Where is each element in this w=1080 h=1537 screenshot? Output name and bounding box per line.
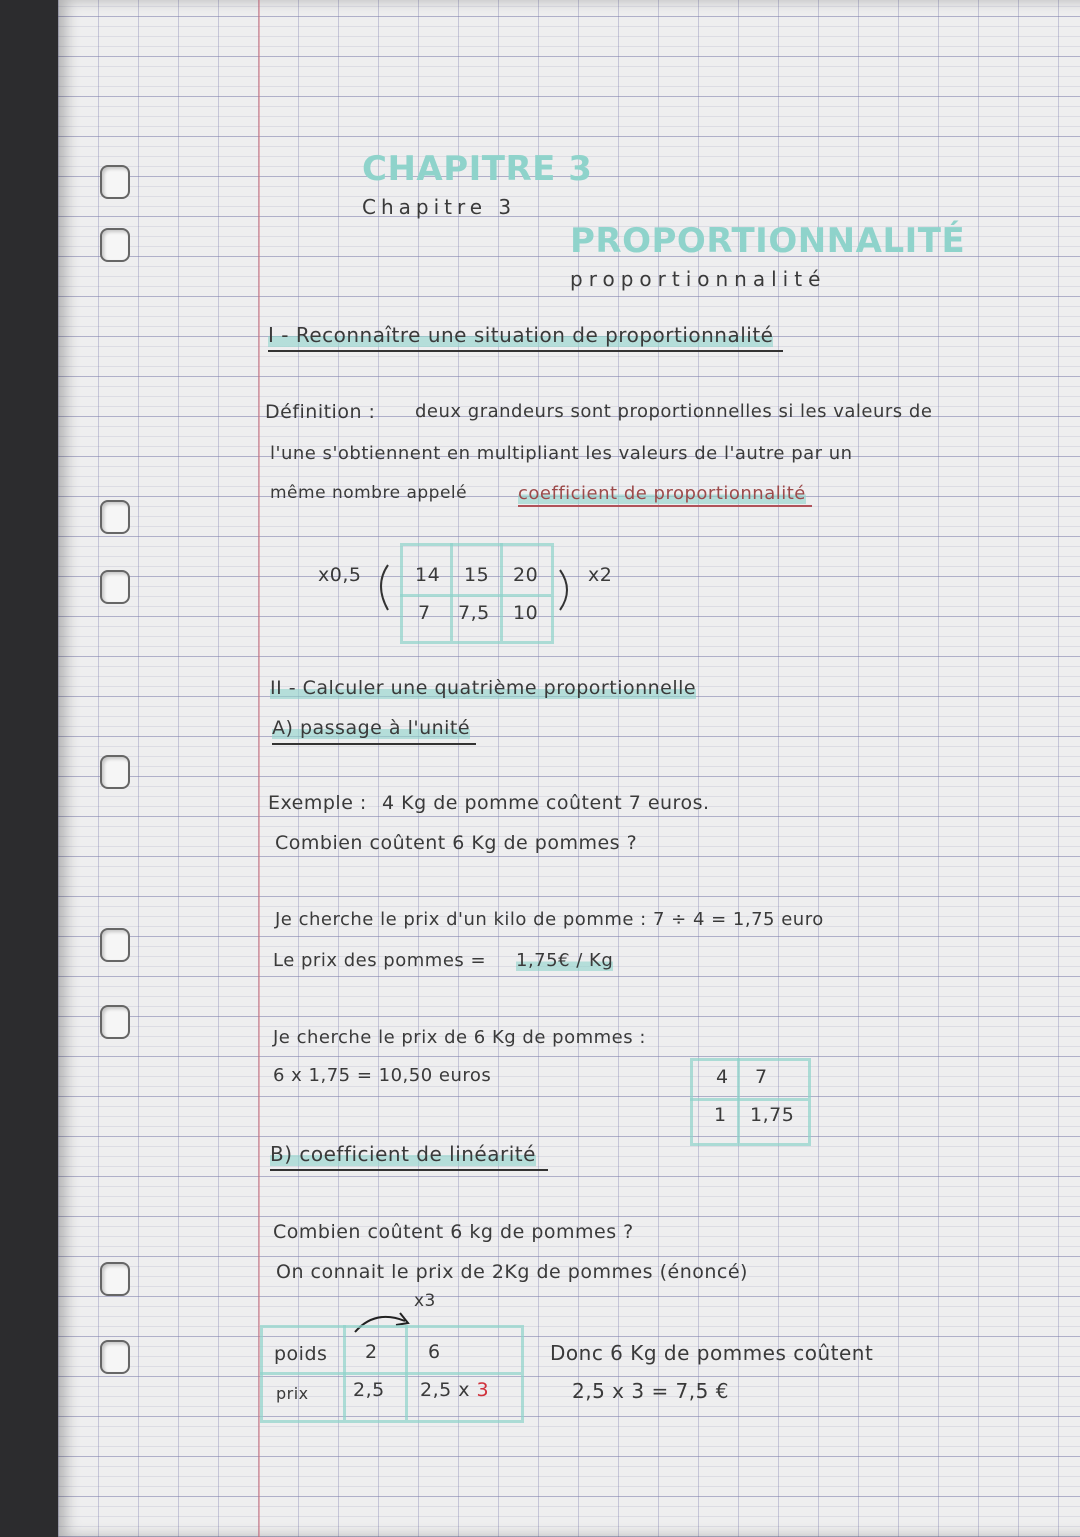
table-cell: 7 — [755, 1066, 768, 1088]
definition-line: l'une s'obtiennent en multipliant les valeurs de l'autre par un — [270, 443, 853, 464]
table-cell: 4 — [716, 1066, 729, 1088]
step-1-result-label: Le prix des pommes = — [273, 950, 487, 971]
definition-line: même nombre appelé — [270, 483, 468, 503]
table-divider — [400, 594, 551, 597]
left-factor: x0,5 — [318, 564, 362, 586]
binder-hole — [100, 928, 130, 962]
title-big: PROPORTIONNALITÉ — [570, 221, 966, 261]
binder-hole — [100, 228, 130, 262]
conclusion-calc: 2,5 x 3 = 7,5 € — [572, 1379, 729, 1403]
title: proportionnalité — [570, 267, 827, 291]
table-cell-factor: 3 — [476, 1379, 490, 1401]
table-cell: 10 — [513, 602, 539, 624]
binder-hole — [100, 1340, 130, 1374]
question-b: Combien coûtent 6 kg de pommes ? — [273, 1221, 634, 1243]
step-2-calc: 6 x 1,75 = 10,50 euros — [273, 1065, 492, 1086]
binder-hole — [100, 570, 130, 604]
table-divider — [500, 543, 503, 641]
definition-line: deux grandeurs sont proportionnelles si les valeurs de — [415, 401, 933, 422]
table-cell: 7,5 — [458, 602, 490, 624]
table-cell: 2,5 — [353, 1379, 385, 1401]
step-1: Je cherche le prix d'un kilo de pomme : 7 ÷ 4 = 1,75 euro — [275, 909, 824, 930]
subsection-a-text: A) passage à l'unité — [272, 717, 471, 739]
table-cell: 15 — [464, 564, 490, 586]
conclusion: Donc 6 Kg de pommes coûtent — [550, 1341, 874, 1365]
right-factor: x2 — [588, 564, 613, 586]
section-1-heading — [268, 324, 783, 352]
table-cell: 1,75 — [750, 1104, 795, 1126]
chapter-label: Chapitre 3 — [362, 195, 517, 219]
unit-table — [690, 1058, 811, 1146]
table-cell: 20 — [513, 564, 539, 586]
right-arrow-icon — [550, 560, 590, 620]
definition-label: Définition : — [265, 401, 376, 423]
subsection-b — [270, 1143, 548, 1171]
subsection-a — [272, 718, 476, 745]
table-cell: 6 — [428, 1341, 441, 1363]
table-cell — [420, 1380, 489, 1402]
binder-hole — [100, 1005, 130, 1039]
known-info: On connait le prix de 2Kg de pommes (énoncé) — [276, 1261, 748, 1283]
table-row-header: poids — [274, 1343, 328, 1365]
table-divider — [260, 1372, 521, 1375]
step-1-result — [516, 951, 613, 972]
table-cell: 1 — [714, 1104, 727, 1126]
table-divider — [450, 543, 453, 641]
section-1-heading-text: I - Reconnaître une situation de proportionnalité — [268, 323, 774, 347]
margin-line — [258, 0, 260, 1537]
definition-term — [518, 484, 812, 507]
step-2: Je cherche le prix de 6 Kg de pommes : — [273, 1027, 646, 1048]
subsection-b-text: B) coefficient de linéarité — [270, 1142, 536, 1166]
table-cell: 7 — [418, 602, 431, 624]
left-arrow-icon — [370, 560, 410, 620]
chapter-big: CHAPITRE 3 — [362, 149, 593, 189]
table-divider — [690, 1098, 808, 1101]
example-label: Exemple : — [268, 792, 367, 814]
table-row-header: prix — [276, 1384, 309, 1403]
step-1-result-text: 1,75€ / Kg — [516, 950, 614, 971]
table-divider — [343, 1325, 346, 1420]
definition-term-text: coefficient de proportionnalité — [518, 483, 806, 504]
binder-hole — [100, 1262, 130, 1296]
section-2-heading — [270, 678, 696, 700]
binder-hole — [100, 165, 130, 199]
table-cell-text: 2,5 x — [420, 1379, 470, 1401]
table-divider — [405, 1325, 408, 1420]
question: Combien coûtent 6 Kg de pommes ? — [275, 832, 638, 854]
binder-hole — [100, 755, 130, 789]
section-2-heading-text: II - Calculer une quatrième proportionnelle — [270, 677, 697, 699]
table-cell: 2 — [365, 1341, 378, 1363]
binder-hole — [100, 500, 130, 534]
table-cell: 14 — [415, 564, 441, 586]
example-text: 4 Kg de pomme coûtent 7 euros. — [382, 792, 710, 814]
table-divider — [737, 1058, 740, 1143]
factor-label: x3 — [414, 1291, 436, 1311]
